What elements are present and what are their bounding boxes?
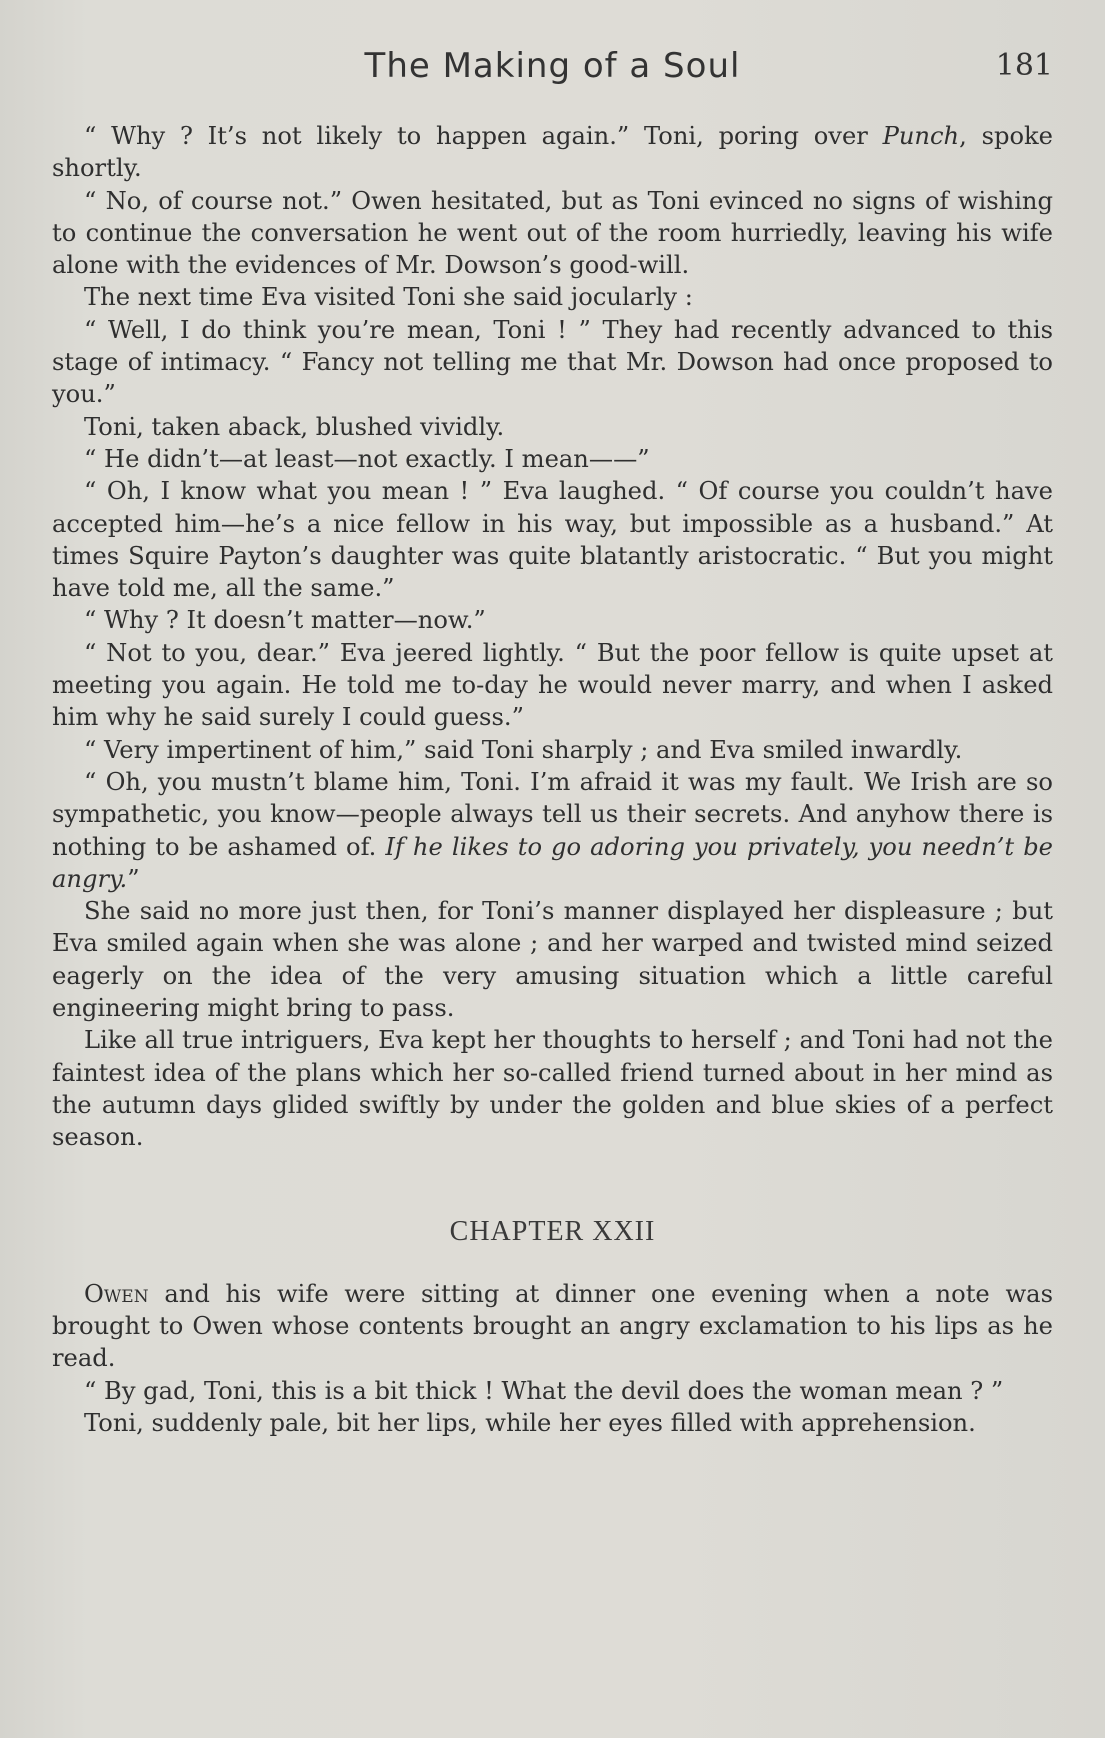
paragraph: “ Oh, I know what you mean ! ” Eva laughed. “ Of course you couldn’t have accepted him—he’s a nice fellow in his way, but impossible as a husband.” At times Squire Payton’s daughter was quite blatantly aristocratic. “ But you might have told me, all the same.” <box>52 477 1053 603</box>
small-caps-lead: Owen <box>84 1279 149 1308</box>
chapter-heading: CHAPTER XXII <box>449 1215 656 1247</box>
chapter-opening-paragraph: Owen and his wife were sitting at dinner one evening when a note was brought to Owen whose contents brought an angry exclamation to his lips as he read. <box>52 1279 1053 1373</box>
italic-punch: Punch <box>882 122 960 150</box>
paragraph: She said no more just then, for Toni’s manner displayed her displeasure ; but Eva smiled again when she was alone ; and her warped and twisted mind seized eagerly on the idea of the very amusing situation which a little careful engineering might bring to pass. <box>52 897 1053 1023</box>
paragraph: “ Why ? It doesn’t matter—now.” <box>84 606 486 635</box>
paragraph: “ Well, I do think you’re mean, Toni ! ” They had recently advanced to this stage of intimacy. “ Fancy not telling me that Mr. Dowson had once proposed to you.” <box>52 315 1053 409</box>
paragraph: “ He didn’t—at least—not exactly. I mean——” <box>84 444 650 473</box>
paragraph: “ Oh, you mustn’t blame him, Toni. I’m afraid it was my fault. We Irish are so sympathetic, you know—people always tell us their secrets. And anyhow there is nothing to be ashamed of. If he likes to go adoring you privately, you needn’t be angry.” <box>52 767 1053 893</box>
running-title: The Making of a Soul <box>364 46 741 86</box>
paragraph: “ Very impertinent of him,” said Toni sharply ; and Eva smiled inwardly. <box>84 735 963 764</box>
paragraph: “ Why ? It’s not likely to happen again.” Toni, poring over Punch, spoke shortly. <box>52 122 1053 183</box>
running-head <box>52 46 1053 98</box>
paragraph: “ Not to you, dear.” Eva jeered lightly. “ But the poor fellow is quite upset at meeting you again. He told me to-day he would never marry, and when I asked him why he said surely I could guess.” <box>52 638 1053 732</box>
page-number: 181 <box>995 48 1053 83</box>
paragraph: “ No, of course not.” Owen hesitated, but as Toni evinced no signs of wishing to continue the conversation he went out of the room hurriedly, leaving his wife alone with the evidences of Mr. Dowson’s good-will. <box>52 186 1053 280</box>
paragraph: Toni, suddenly pale, bit her lips, while her eyes filled with apprehension. <box>84 1408 976 1437</box>
paragraph: The next time Eva visited Toni she said jocularly : <box>84 283 693 312</box>
paragraph: “ By gad, Toni, this is a bit thick ! What the devil does the woman mean ? ” <box>84 1376 1004 1405</box>
body-text <box>52 120 1053 1439</box>
italic-passage: If he likes to go adoring you privately, you needn’t be angry. <box>52 832 1053 893</box>
paragraph: Toni, taken aback, blushed vividly. <box>84 412 505 441</box>
paragraph: Like all true intriguers, Eva kept her thoughts to herself ; and Toni had not the faintest idea of the plans which her so-called friend turned about in her mind as the autumn days glided swiftly by under the golden and blue skies of a perfect season. <box>52 1026 1053 1152</box>
